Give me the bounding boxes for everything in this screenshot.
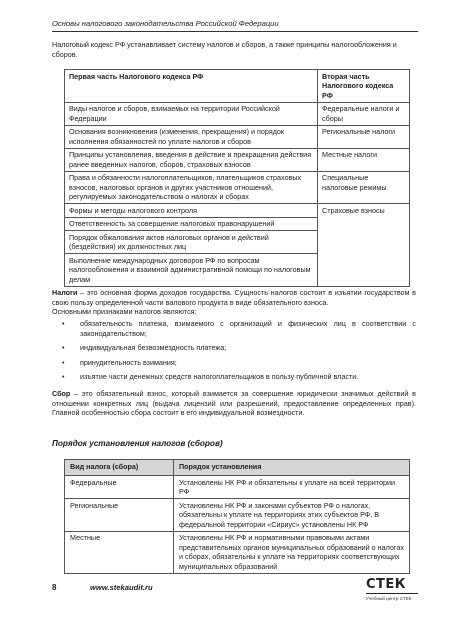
bullet-icon: • (62, 343, 65, 352)
features-intro: Основными признаками налогов являются: (52, 307, 197, 316)
list-item (62, 358, 416, 368)
table-row (65, 531, 410, 573)
tax-type-cell: Местные (65, 531, 174, 573)
part1-cell: Права и обязанности налогоплательщиков, плательщиков страховых взносов, налоговых органов и других участников отношений, регулируемых законодательством о налогах и сборах (65, 171, 318, 204)
part2-cell: Федеральные налоги и сборы (318, 102, 410, 125)
tax-code-table (64, 69, 410, 287)
fee-term: Сбор (52, 389, 71, 398)
part2-cell: Местные налоги (318, 148, 410, 171)
list-item (62, 343, 416, 353)
list-item-text: обязательность платежа, взимаемого с организаций и физических лиц в соответствии с законодательством; (80, 319, 416, 338)
tax-type-cell: Федеральные (65, 476, 174, 499)
list-item-text: индивидуальная безвозмездность платежа; (80, 343, 227, 352)
part1-cell: Ответственность за совершение налоговых правонарушений (65, 217, 318, 231)
part2-cell: Страховые взносы (318, 204, 410, 287)
table-row (65, 125, 410, 148)
column-header-part1: Первая часть Налогового кодекса РФ (65, 70, 318, 103)
features-list (62, 319, 416, 387)
column-header-order: Порядок установления (174, 460, 410, 476)
logo-divider (366, 593, 418, 594)
table-row (65, 476, 410, 499)
taxes-definition-text: – это основная форма доходов государства. Сущность налогов состоит в изъятии государством в свою пользу определенной части валового продукта в виде обязательного взноса. (52, 288, 416, 307)
list-item-text: изъятие части денежных средств налогоплательщиков в пользу публичной власти. (80, 372, 359, 381)
tax-order-cell: Установлены НК РФ и нормативными правовыми актами представительных органов муниципальных образований о налогах и сборах, обязательны к уплате на территориях соответствующих муниципальных образований (174, 531, 410, 573)
logo-subtitle: Учебный центр СТЕК (366, 596, 412, 601)
tax-order-table (64, 459, 410, 574)
column-header-type: Вид налога (сбора) (65, 460, 174, 476)
part1-cell: Принципы установления, введения в действие и прекращения действия ранее введенных налогов, сборов, страховых взносов (65, 148, 318, 171)
table-header-row (65, 70, 410, 103)
intro-paragraph: Налоговый кодекс РФ устанавливает систему налогов и сборов, а также принципы налогообложения и сборов. (52, 40, 397, 59)
section-title: Порядок установления налогов (сборов) (52, 439, 223, 448)
bullet-icon: • (62, 357, 65, 367)
list-item (62, 372, 416, 382)
list-item (62, 319, 416, 338)
tax-order-cell: Установлены НК РФ и законами субъектов РФ о налогах, обязательны к уплате на территориях этих субъектов РФ. В федеральной территории «Сириус» установлены НК РФ (174, 499, 410, 532)
running-header: Основы налогового законодательства Российской Федерации (52, 19, 279, 28)
company-logo (366, 576, 418, 606)
taxes-term: Налоги (52, 288, 78, 297)
table-row (65, 499, 410, 532)
table-row (65, 171, 410, 204)
fee-definition-text: – это обязательный взнос, который взимается за совершение юридически значимых действий в отношении конкретных лиц (выдача лицензий или разрешений, предоставление определенных прав). Главной особенностью сбора состоит в его индивидуальной возмездности. (52, 389, 416, 417)
list-item-text: принудительность взимания; (80, 357, 177, 367)
part1-cell: Виды налогов и сборов, взимаемых на территории Российской Федерации (65, 102, 318, 125)
part2-cell: Региональные налоги (318, 125, 410, 148)
tax-order-cell: Установлены НК РФ и обязательны к уплате на всей территории РФ (174, 476, 410, 499)
table-row (65, 102, 410, 125)
table-row (65, 148, 410, 171)
bullet-icon: • (62, 319, 65, 328)
page-number: 8 (52, 583, 57, 592)
part1-cell: Выполнение международных договоров РФ по вопросам налогообложения и взаимной административной помощи по налоговым делам (65, 254, 318, 287)
tax-type-cell: Региональные (65, 499, 174, 532)
fee-definition-paragraph (52, 389, 416, 418)
table-row (65, 204, 410, 218)
part1-cell: Формы и методы налогового контроля (65, 204, 318, 218)
taxes-definition-paragraph (52, 288, 416, 307)
part1-cell: Основания возникновения (изменения, прекращения) и порядок исполнения обязанностей по уплате налогов и сборов (65, 125, 318, 148)
part1-cell: Порядок обжалования актов налоговых органов и действий (бездействия) их должностных лиц (65, 231, 318, 254)
part2-cell: Специальные налоговые режимы (318, 171, 410, 204)
column-header-part2: Вторая часть Налогового кодекса РФ (318, 70, 410, 103)
header-divider (52, 31, 418, 32)
bullet-icon: • (62, 372, 65, 381)
logo-wordmark: СТЕК (366, 577, 406, 592)
website-link[interactable]: www.stekaudit.ru (90, 583, 153, 592)
table-header-row (65, 460, 410, 476)
